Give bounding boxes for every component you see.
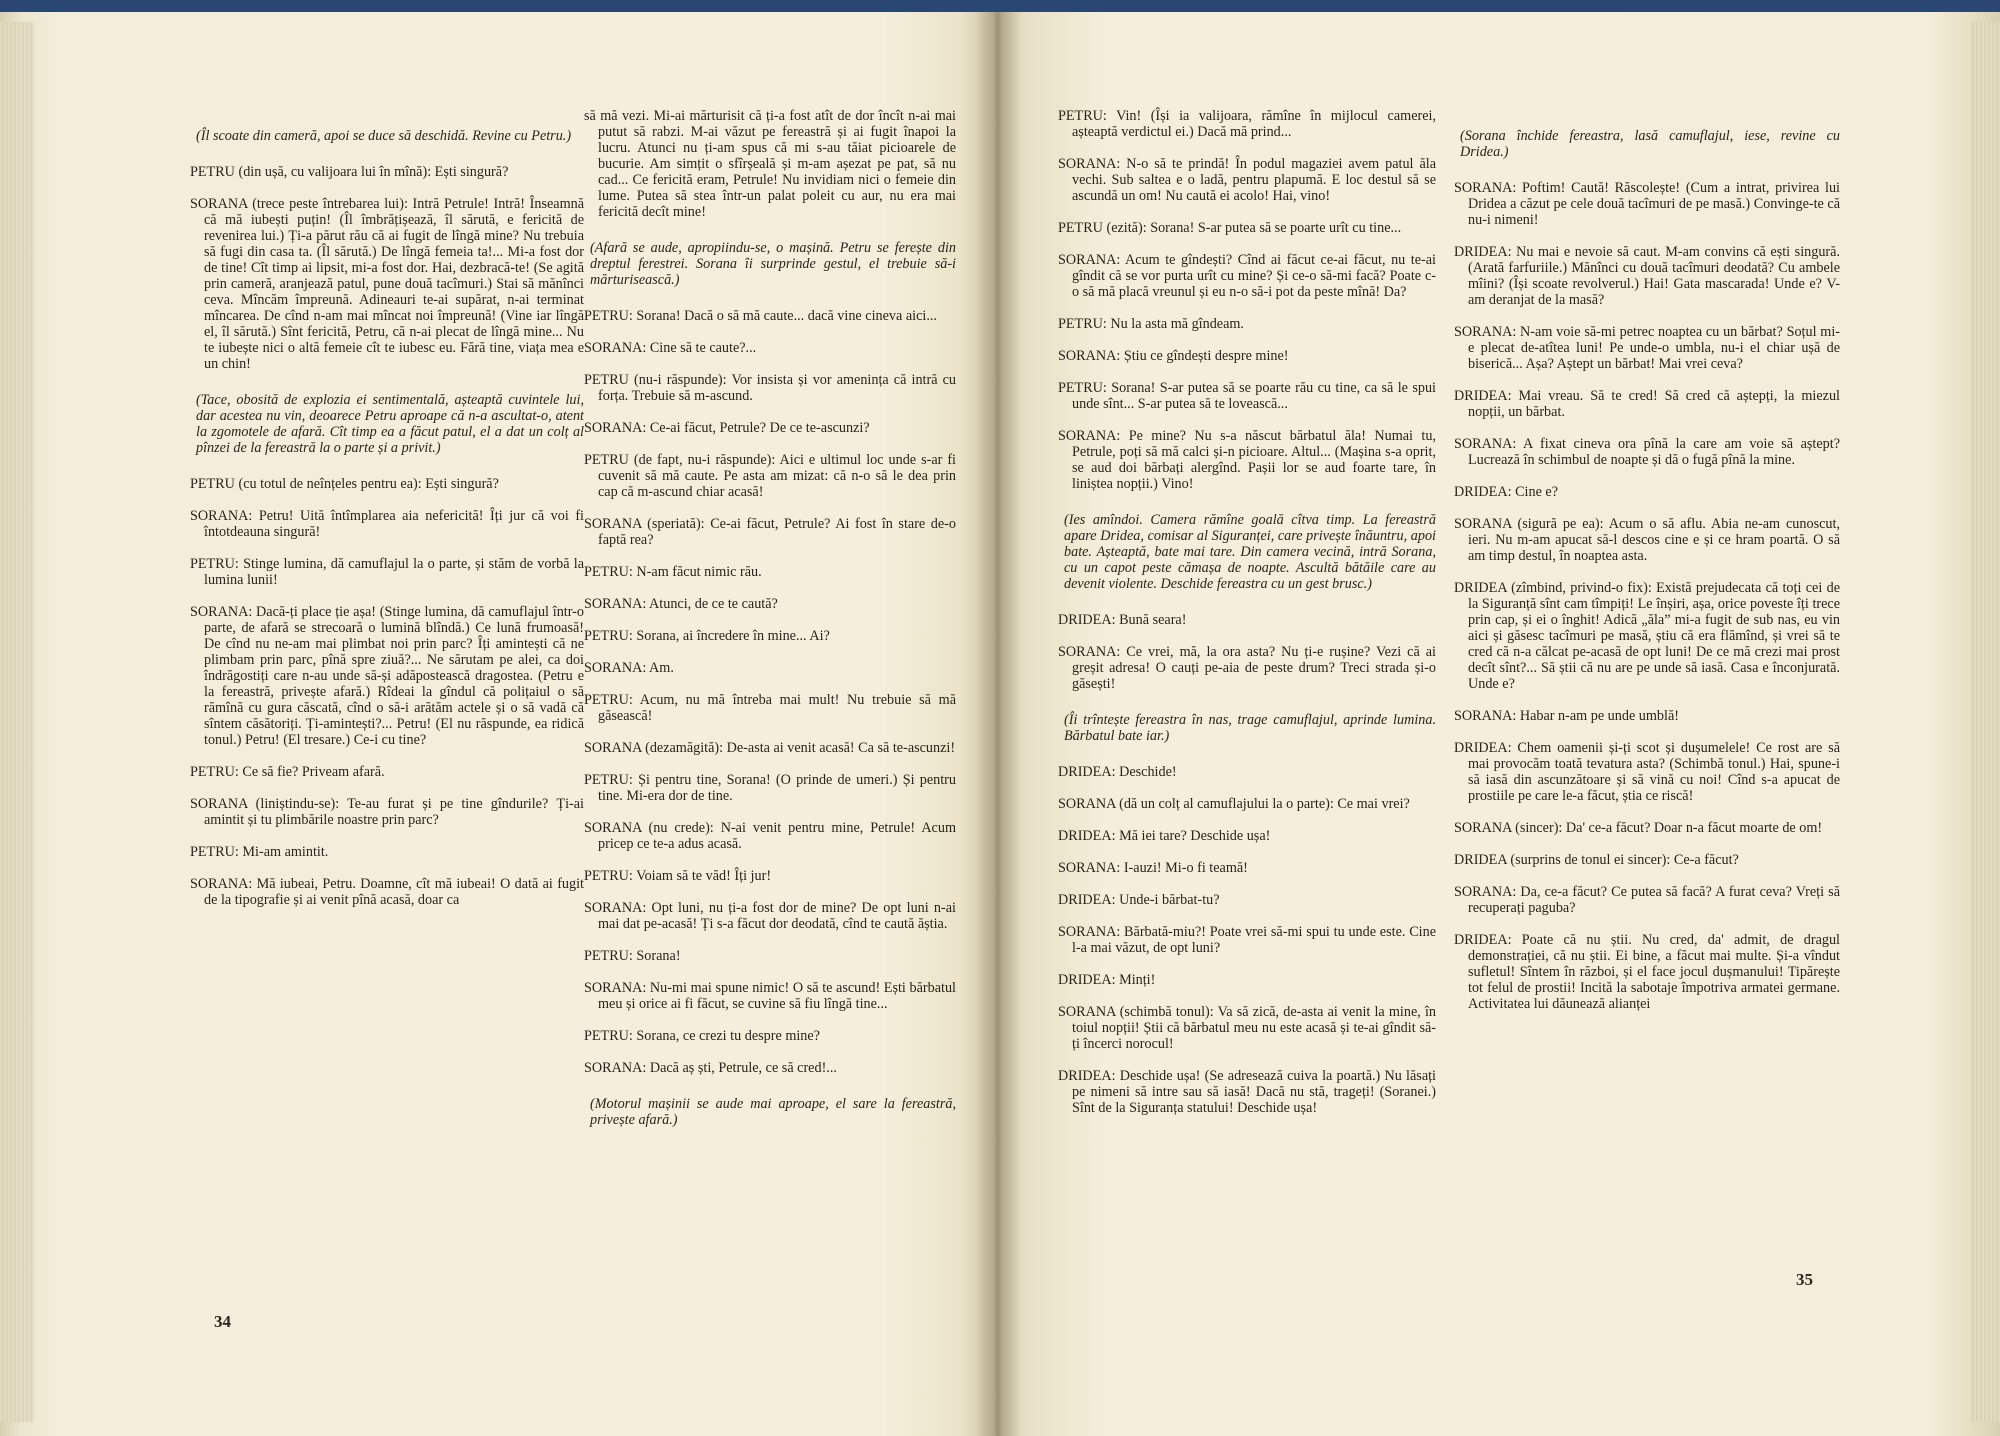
stage-direction: (Îl scoate din cameră, apoi se duce să deschidă. Revine cu Petru.) xyxy=(196,128,572,144)
dialogue-line: PETRU: Nu la asta mă gîndeam. xyxy=(1058,316,1244,332)
dialogue-line: PETRU: Acum, nu mă întreba mai mult! Nu trebuie să mă găsească! xyxy=(584,692,956,724)
dialogue-line: SORANA: Dacă aș ști, Petrule, ce să cred!... xyxy=(584,1060,837,1076)
dialogue-line: PETRU: Sorana, ce crezi tu despre mine? xyxy=(584,1028,820,1044)
dialogue-line: PETRU: Sorana! xyxy=(584,948,681,964)
dialogue-line: DRIDEA: Bună seara! xyxy=(1058,612,1187,628)
dialogue-line: SORANA: Știu ce gîndești despre mine! xyxy=(1058,348,1289,364)
dialogue-line: DRIDEA: Chem oamenii și-ți scot și dușumelele! Ce rost are să mai provocăm toată tevatura asta? (Schimbă tonul.) Hai, spune-i să iasă din ascunzătoare și să vină cu noi! Cînd s-a apucat de prostiile pe care le-a făcut, știa ce riscă! xyxy=(1454,740,1840,804)
dialogue-line: DRIDEA: Cine e? xyxy=(1454,484,1559,500)
dialogue-line: PETRU (de fapt, nu-i răspunde): Aici e ultimul loc unde s-ar fi cuvenit să mă caute. Pe asta am mizat: că n-o să le dea prin cap că m-ascund chiar acasă! xyxy=(584,452,956,500)
dialogue-line: SORANA (liniștindu-se): Te-au furat și pe tine gîndurile? Ți-ai amintit și tu plimbările noastre prin parc? xyxy=(190,796,584,828)
dialogue-line: SORANA (sigură pe ea): Acum o să aflu. Abia ne-am cunoscut, ieri. Nu m-am apucat să-l descos cine e și ce hram poartă. O să am timp destul, în noaptea asta. xyxy=(1454,516,1840,564)
dialogue-line: SORANA: Atunci, de ce te caută? xyxy=(584,596,778,612)
page-number-left: 34 xyxy=(214,1312,231,1331)
dialogue-line: DRIDEA: Unde-i bărbat-tu? xyxy=(1058,892,1220,908)
dialogue-line: SORANA: Bărbată-miu?! Poate vrei să-mi spui tu unde este. Cine l-a mai văzut, de opt luni? xyxy=(1058,924,1436,956)
dialogue-line: SORANA: Habar n-am pe unde umblă! xyxy=(1454,708,1679,724)
dialogue-line: SORANA (schimbă tonul): Va să zică, de-asta ai venit la mine, în toiul nopții! Știi că bărbatul meu nu este acasă și te-ai gîndit să-ți încerci norocul! xyxy=(1058,1004,1436,1052)
stage-direction: (Îi trîntește fereastra în nas, trage camuflajul, aprinde lumina. Bărbatul bate iar.) xyxy=(1064,712,1436,744)
page-number-right: 35 xyxy=(1796,1270,1813,1289)
dialogue-line: SORANA (trece peste întrebarea lui): Intră Petrule! Intră! Înseamnă că mă iubești puțin! (Îl îmbrățișează, îl sărută, e fericită de revenirea lui.) Ți-a părut rău că ai fugit de lîngă mine? Nu trebuia să fugi din casa ta. (Îl sărută.) De lîngă femeia ta!... Mi-a fost dor de tine! Cît timp ai lipsit, mi-a fost dor. Hai, dezbracă-te! (Se agită prin cameră, aranjează patul, pune două tacîmuri.) Stai să mănînci ceva. Mîncăm împreună. Adineauri te-ai supărat, n-ai terminat mîncarea. De cînd n-am mai mîncat noi împreună! (Vine iar lîngă el, îl sărută.) Sînt fericită, Petru, că n-ai plecat de lîngă mine... Nu te iubește nici o altă femeie cît te iubesc eu. Fără tine, viața mea e un chin! xyxy=(190,196,584,372)
dialogue-line: SORANA: Nu-mi mai spune nimic! O să te ascund! Ești bărbatul meu și orice ai fi făcut, se cuvine să fiu lîngă tine... xyxy=(584,980,956,1012)
right-column-2 xyxy=(1454,108,1840,1028)
dialogue-line: DRIDEA: Minți! xyxy=(1058,972,1156,988)
dialogue-line: SORANA (dezamăgită): De-asta ai venit acasă! Ca să te-ascunzi! xyxy=(584,740,956,756)
dialogue-line: SORANA: A fixat cineva ora pînă la care am voie să aștept? Lucrează în schimbul de noapte și dă o fugă pînă la mine. xyxy=(1454,436,1840,468)
dialogue-line: SORANA (dă un colț al camuflajului la o parte): Ce mai vrei? xyxy=(1058,796,1410,812)
dialogue-line: PETRU (ezită): Sorana! S-ar putea să se poarte urît cu tine... xyxy=(1058,220,1402,236)
dialogue-line: DRIDEA: Deschide ușa! (Se adresează cuiva la poartă.) Nu lăsați pe nimeni să intre sau să iasă! Dacă nu stă, trageți! (Soranei.) Sînt de la Siguranța statului! Deschide ușa! xyxy=(1058,1068,1436,1116)
dialogue-line: SORANA: Dacă-ți place ție așa! (Stinge lumina, dă camuflajul într-o parte, de afară se strecoară o lumină blîndă.) Ce lună frumoasă! De cînd nu ne-am mai plimbat noi prin parc? Îți amintești că ne plimbam prin parc, pînă spre ziuă?... Ne sărutam pe alei, ca doi îndrăgostiți care n-au unde să-și adăpostească dragostea. (Petru e la fereastră, privește afară.) Rîdeai la gîndul că polițaiul o să rămînă cu gura căscată, cînd o să-i arătăm actele și o să vadă că sîntem căsătoriți. Ți-amintești?... Petru! (El nu răspunde, ea ridică tonul.) Petru! (El tresare.) Ce-i cu tine? xyxy=(190,604,584,748)
left-page xyxy=(0,12,996,1436)
stage-direction: (Motorul mașinii se aude mai aproape, el sare la fereastră, privește afară.) xyxy=(590,1096,956,1128)
dialogue-line: PETRU: Ce să fie? Priveam afară. xyxy=(190,764,385,780)
stage-direction: (Ies amîndoi. Camera rămîne goală cîtva timp. La fereastră apare Dridea, comisar al Siguranței, care privește înăuntru, apoi bate. Așteaptă, bate mai tare. Din camera vecină, intră Sorana, cu un capot peste cămașa de noapte. Ascultă bătăile care au devenit violente. Deschide fereastra cu un gest brusc.) xyxy=(1064,512,1436,592)
stage-direction: (Afară se aude, apropiindu-se, o mașină. Petru se ferește din dreptul ferestrei. Sorana îi surprinde gestul, el trebuie să-i mărturisească.) xyxy=(590,240,956,288)
dialogue-line: SORANA: Mă iubeai, Petru. Doamne, cît mă iubeai! O dată ai fugit de la tipografie și ai venit pînă acasă, doar ca xyxy=(190,876,584,908)
dialogue-line: PETRU: Sorana, ai încredere în mine... Ai? xyxy=(584,628,830,644)
dialogue-line: PETRU: Stinge lumina, dă camuflajul la o parte, și stăm de vorbă la lumina lunii! xyxy=(190,556,584,588)
dialogue-line: SORANA: Acum te gîndești? Cînd ai făcut ce-ai făcut, nu te-ai gîndit că se vor purta urît cu mine? Și ce-o să-mi facă? Poate c-o să mă placă vreunul și eu n-o să-i pot da peste mînă! Da? xyxy=(1058,252,1436,300)
page-edges-right xyxy=(1970,22,2000,1422)
open-book xyxy=(0,12,2000,1436)
dialogue-line: SORANA: N-am voie să-mi petrec noaptea cu un bărbat? Soțul mi-e plecat de-atîtea luni! Pe unde-o umbla, nu-i el chiar ușă de biserică... Așa? Aștept un bărbat! Mai vrei ceva? xyxy=(1454,324,1840,372)
right-page xyxy=(996,12,2000,1436)
dialogue-line: DRIDEA: Poate că nu știi. Nu cred, da' admit, de dragul demonstrației, că nu știi. Ei bine, a făcut mai multe. Și-a vîndut sufletul! Sîntem în război, și el face jocul dușmanului! Tipărește tot felul de prostii! Incită la sabotaje împotriva armatei germane. Activitatea lui dăunează alianței xyxy=(1454,932,1840,1012)
dialogue-line: DRIDEA (surprins de tonul ei sincer): Ce-a făcut? xyxy=(1454,852,1739,868)
dialogue-line: PETRU: Sorana! Dacă o să mă caute... dacă vine cineva aici... xyxy=(584,308,937,324)
dialogue-line: SORANA: Poftim! Caută! Răscolește! (Cum a intrat, privirea lui Dridea a căzut pe cele două tacîmuri de pe masă.) Convinge-te că nu-i nimeni! xyxy=(1454,180,1840,228)
dialogue-line: DRIDEA: Mai vreau. Să te cred! Să cred că aștepți, la miezul nopții, un bărbat. xyxy=(1454,388,1840,420)
dialogue-line: PETRU (din ușă, cu valijoara lui în mînă): Ești singură? xyxy=(190,164,509,180)
dialogue-line: PETRU: Vin! (Își ia valijoara, rămîne în mijlocul camerei, așteaptă verdictul ei.) Dacă mă prind... xyxy=(1058,108,1436,140)
dialogue-line: PETRU: Sorana! S-ar putea să se poarte rău cu tine, ca să le spui unde sînt... S-ar putea să te lovească... xyxy=(1058,380,1436,412)
page-edges-left xyxy=(0,22,34,1422)
dialogue-line: PETRU: Voiam să te văd! Îți jur! xyxy=(584,868,772,884)
dialogue-line: SORANA: Petru! Uită întîmplarea aia nefericită! Îți jur că voi fi întotdeauna singură! xyxy=(190,508,584,540)
dialogue-line: PETRU: N-am făcut nimic rău. xyxy=(584,564,762,580)
dialogue-line: SORANA: Opt luni, nu ți-a fost dor de mine? De opt luni n-ai mai dat pe-acasă! Ți s-a făcut dor deodată, cînd te caută ăștia. xyxy=(584,900,956,932)
dialogue-line: DRIDEA (zîmbind, privind-o fix): Există prejudecata că toți cei de la Siguranță sînt cam tîmpiți! Le înșiri, așa, orice poveste îți trece prin cap, și ei o înghit! Adică „ăla” mi-a fugit de sub nas, eu vin aici și găsesc tacîmuri pe masă, știu că era flămînd, și vrei să te cred că n-a călcat pe-acasă de opt luni! De ce mă crezi mai prost decît sînt?... Să știi că nu are pe unde să iasă. Casa e înconjurată. Unde e? xyxy=(1454,580,1840,692)
dialogue-line: SORANA: N-o să te prindă! În podul magaziei avem patul ăla vechi. Sub saltea e o ladă, pentru plapumă. E loc destul să se ascundă un om! Nu caută ei acolo! Hai, vino! xyxy=(1058,156,1436,204)
dialogue-line: SORANA: I-auzi! Mi-o fi teamă! xyxy=(1058,860,1248,876)
dialogue-line: SORANA: Pe mine? Nu s-a născut bărbatul ăla! Numai tu, Petrule, poți să mă calci și-n picioare. Altul... (Mașina s-a oprit, se aud doi bărbați alergînd. Pașii lor se aud foarte tare, în liniștea nopții.) Vino! xyxy=(1058,428,1436,492)
dialogue-line: SORANA: Da, ce-a făcut? Ce putea să facă? A furat ceva? Vreți să recuperați paguba? xyxy=(1454,884,1840,916)
dialogue-line: PETRU (nu-i răspunde): Vor insista și vor amenința că intră cu forța. Trebuie să m-ascund. xyxy=(584,372,956,404)
left-column-1 xyxy=(190,108,584,924)
dialogue-line: DRIDEA: Nu mai e nevoie să caut. M-am convins că ești singură. (Arată farfuriile.) Mănînci cu două tacîmuri deodată? Cu ambele mîini? (Își scoate revolverul.) Hai! Gata mascarada! Unde e? V-am deranjat de la masă? xyxy=(1454,244,1840,308)
stage-direction: (Sorana închide fereastra, lasă camuflajul, iese, revine cu Dridea.) xyxy=(1460,128,1840,160)
dialogue-line: SORANA (speriată): Ce-ai făcut, Petrule? Ai fost în stare de-o faptă rea? xyxy=(584,516,956,548)
dialogue-line: SORANA: Cine să te caute?... xyxy=(584,340,757,356)
book-gutter xyxy=(976,12,1020,1436)
dialogue-line: PETRU: Și pentru tine, Sorana! (O prinde de umeri.) Și pentru tine. Mi-era dor de tine. xyxy=(584,772,956,804)
right-column-1 xyxy=(1058,108,1436,1132)
stage-direction: (Tace, obosită de explozia ei sentimentală, așteaptă cuvintele lui, dar acestea nu vin, deoarece Petru aproape că n-a ascultat-o, atent la zgomotele de afară. Cît timp ea a făcut patul, el a dat un colț al pînzei de la fereastră la o parte și a privit.) xyxy=(196,392,584,456)
left-column-2 xyxy=(584,108,956,1148)
dialogue-line: SORANA (sincer): Da' ce-a făcut? Doar n-a făcut moarte de om! xyxy=(1454,820,1823,836)
dialogue-line: DRIDEA: Deschide! xyxy=(1058,764,1177,780)
dialogue-line: DRIDEA: Mă iei tare? Deschide ușa! xyxy=(1058,828,1271,844)
dialogue-line: PETRU (cu totul de neînțeles pentru ea): Ești singură? xyxy=(190,476,499,492)
dialogue-line: SORANA: Am. xyxy=(584,660,674,676)
dialogue-line: SORANA (nu crede): N-ai venit pentru mine, Petrule! Acum pricep ce te-a adus acasă. xyxy=(584,820,956,852)
dialogue-line: să mă vezi. Mi-ai mărturisit că ți-a fost atît de dor încît n-ai mai putut să rabzi. M-ai văzut pe fereastră și ai fugit înapoi la lucru. Atunci nu ți-am spus că mi s-au tăiat picioarele de bucurie. Am simțit o sfîrșeală și m-am așezat pe pat, să nu cad... Ce fericită eram, Petrule! Nu invidiam nici o femeie din lume. Putea să stea într-un palat poleit cu aur, nu era mai fericită decît mine! xyxy=(584,108,956,220)
dialogue-line: PETRU: Mi-am amintit. xyxy=(190,844,329,860)
dialogue-line: SORANA: Ce-ai făcut, Petrule? De ce te-ascunzi? xyxy=(584,420,870,436)
dialogue-line: SORANA: Ce vrei, mă, la ora asta? Nu ți-e rușine? Vezi că ai greșit adresa! O cauți pe-aia de peste drum? Treci strada și-o găsești! xyxy=(1058,644,1436,692)
